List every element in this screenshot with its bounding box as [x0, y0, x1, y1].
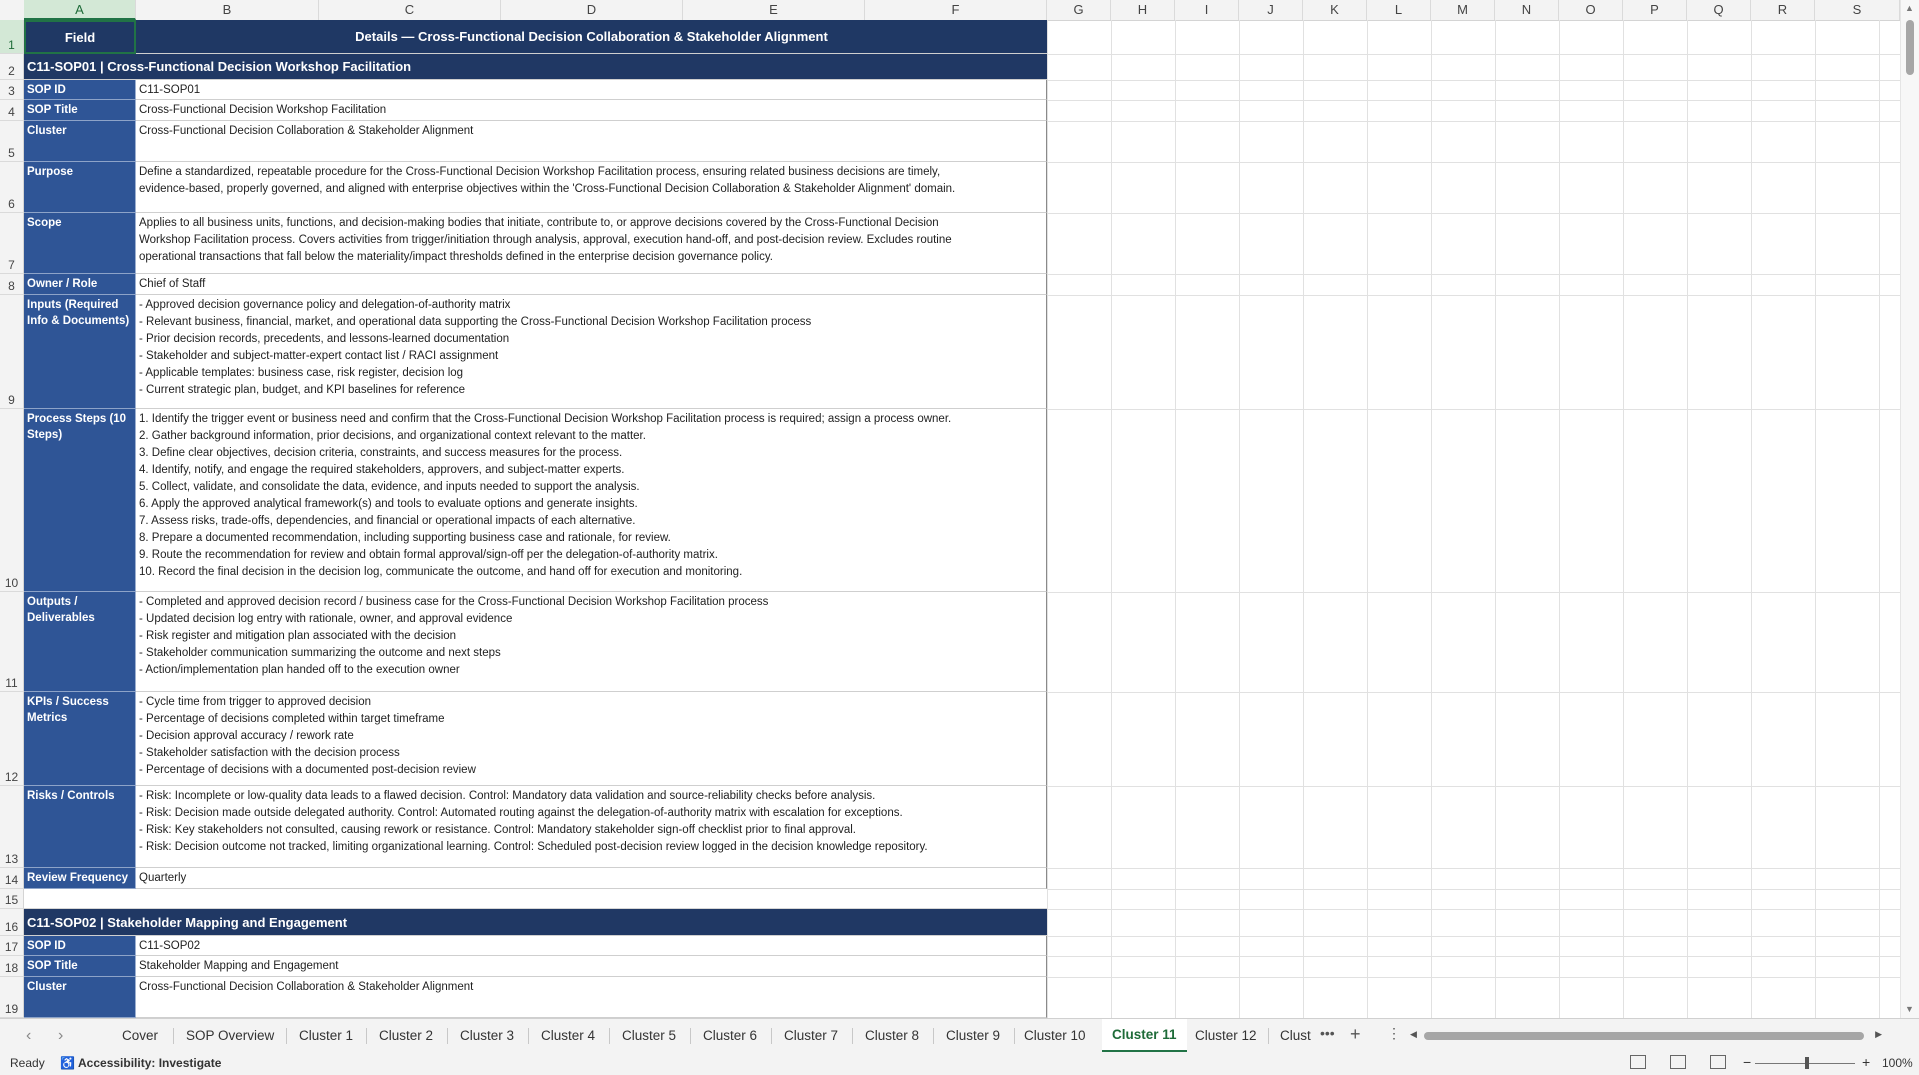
sheet-tab-cluster-3[interactable]: Cluster 3: [460, 1028, 515, 1043]
row-number[interactable]: 10: [0, 409, 24, 592]
column-header-k[interactable]: K: [1303, 0, 1367, 20]
row-number[interactable]: 8: [0, 274, 24, 295]
row-number[interactable]: 11: [0, 592, 24, 692]
sheet-tab-cluster-2[interactable]: Cluster 2: [379, 1028, 434, 1043]
label-sop-title[interactable]: SOP Title: [24, 956, 136, 977]
zoom-in-icon[interactable]: +: [1862, 1054, 1871, 1070]
row-number[interactable]: 9: [0, 295, 24, 409]
value-inputs[interactable]: - Approved decision governance policy and delegation-of-authority matrix - Relevant business, financial, market, and operational data supporting the Cross-Functional Decision Workshop Facilitation process - Prior decision records, precedents, and lessons-learned documentation - Stakeholder and subject-matter-expert contact list / RACI assignment - Applicable templates: business case, risk register, decision log - Current strategic plan, budget, and KPI baselines for reference: [136, 295, 1047, 409]
value-risks-controls[interactable]: - Risk: Incomplete or low-quality data leads to a flawed decision. Control: Mandatory data validation and source-reliability checks before analysis. - Risk: Decision made outside delegated authority. Control: Automated routing against the delegation-of-authority matrix with escalation for exceptions. - Risk: Key stakeholders not consulted, causing rework or resistance. Control: Mandatory stakeholder sign-off checklist prior to final approval. - Risk: Decision outcome not tracked, limiting organizational learning. Control: Scheduled post-decision review logged in the decision knowledge repository.: [136, 786, 1047, 868]
row-number[interactable]: 5: [0, 121, 24, 162]
column-header-b[interactable]: B: [136, 0, 319, 20]
column-header-m[interactable]: M: [1431, 0, 1495, 20]
label-inputs[interactable]: Inputs (Required Info & Documents): [24, 295, 136, 409]
label-sop-id[interactable]: SOP ID: [24, 936, 136, 956]
status-ready: Ready: [10, 1056, 45, 1070]
row-number[interactable]: 4: [0, 100, 24, 121]
chevron-right-icon[interactable]: ›: [58, 1027, 64, 1044]
row-number[interactable]: 2: [0, 54, 24, 80]
cell-a1-field-header[interactable]: Field: [24, 20, 136, 54]
accessibility-icon[interactable]: ♿: [60, 1056, 75, 1070]
zoom-out-icon[interactable]: −: [1743, 1054, 1752, 1070]
blank-row[interactable]: [24, 889, 1047, 909]
column-header-j[interactable]: J: [1239, 0, 1303, 20]
vertical-scroll-thumb[interactable]: [1906, 20, 1914, 75]
sheet-tab-cluster-12[interactable]: Cluster 12: [1195, 1028, 1257, 1043]
scroll-down-arrow-icon[interactable]: ▼: [1905, 1004, 1914, 1014]
value-owner-role[interactable]: Chief of Staff: [136, 274, 1047, 295]
sheet-tab-bar: [0, 1018, 1919, 1053]
sheet-tab-cluster-11[interactable]: Cluster 11: [1102, 1019, 1187, 1053]
value-sop-title[interactable]: Cross-Functional Decision Workshop Facilitation: [136, 100, 1047, 121]
scroll-left-arrow-icon[interactable]: ◀: [1410, 1029, 1417, 1039]
label-sop-title[interactable]: SOP Title: [24, 100, 136, 121]
label-owner-role[interactable]: Owner / Role: [24, 274, 136, 295]
row-number[interactable]: 19: [0, 977, 24, 1018]
row-number[interactable]: 12: [0, 692, 24, 786]
zoom-level[interactable]: 100%: [1882, 1056, 1913, 1070]
page-break-preview-icon[interactable]: [1710, 1055, 1726, 1069]
chevron-left-icon[interactable]: ‹: [26, 1027, 32, 1044]
vertical-scrollbar[interactable]: [1900, 0, 1919, 1018]
sheet-tab-cluster-8[interactable]: Cluster 8: [865, 1028, 920, 1043]
section-title-sop02[interactable]: C11-SOP02 | Stakeholder Mapping and Engagement: [24, 909, 1047, 936]
column-header-c[interactable]: C: [319, 0, 501, 20]
value-purpose[interactable]: Define a standardized, repeatable procedure for the Cross-Functional Decision Workshop Facilitation process, ensuring related business decisions are timely, evidence-based, properly governed, and aligned with enterprise objectives within the 'Cross-Functional Decision Collaboration & Stakeholder Alignment' domain.: [136, 162, 1047, 213]
zoom-slider-knob[interactable]: [1805, 1057, 1809, 1069]
page-layout-view-icon[interactable]: [1670, 1055, 1686, 1069]
column-header-i[interactable]: I: [1175, 0, 1239, 20]
column-header-l[interactable]: L: [1367, 0, 1431, 20]
accessibility-status[interactable]: Accessibility: Investigate: [78, 1056, 222, 1070]
sheet-tab-sop-overview[interactable]: SOP Overview: [186, 1028, 275, 1043]
row-number[interactable]: 7: [0, 213, 24, 274]
value-outputs[interactable]: - Completed and approved decision record / business case for the Cross-Functional Decision Workshop Facilitation process - Updated decision log entry with rationale, owner, and approval evidence - Risk register and mitigation plan associated with the decision - Stakeholder communication summarizing the outcome and next steps - Action/implementation plan handed off to the execution owner: [136, 592, 1047, 692]
sheet-tab-cluster-4[interactable]: Cluster 4: [541, 1028, 596, 1043]
sheet-tab-clust-truncated[interactable]: Clust: [1280, 1028, 1311, 1043]
label-kpis[interactable]: KPIs / Success Metrics: [24, 692, 136, 786]
row-number[interactable]: 17: [0, 936, 24, 956]
sheet-tab-cluster-1[interactable]: Cluster 1: [299, 1028, 354, 1043]
horizontal-scrollbar[interactable]: [1410, 1029, 1882, 1043]
label-process-steps[interactable]: Process Steps (10 Steps): [24, 409, 136, 592]
column-header-o[interactable]: O: [1559, 0, 1623, 20]
label-purpose[interactable]: Purpose: [24, 162, 136, 213]
column-header-e[interactable]: E: [683, 0, 865, 20]
row-number[interactable]: 14: [0, 868, 24, 889]
row-number[interactable]: 13: [0, 786, 24, 868]
sheet-tab-cluster-7[interactable]: Cluster 7: [784, 1028, 839, 1043]
label-review-frequency[interactable]: Review Frequency: [24, 868, 136, 889]
row-number[interactable]: 15: [0, 889, 24, 909]
column-header-h[interactable]: H: [1111, 0, 1175, 20]
value-cluster[interactable]: Cross-Functional Decision Collaboration & Stakeholder Alignment: [136, 121, 1047, 162]
value-sop-id[interactable]: C11-SOP02: [136, 936, 1047, 956]
scroll-right-arrow-icon[interactable]: ▶: [1875, 1029, 1882, 1039]
label-cluster[interactable]: Cluster: [24, 121, 136, 162]
vertical-dots-icon[interactable]: ⋮: [1387, 1025, 1401, 1041]
scroll-up-arrow-icon[interactable]: ▲: [1905, 3, 1914, 13]
sheet-tab-cluster-10[interactable]: Cluster 10: [1024, 1028, 1086, 1043]
value-review-frequency[interactable]: Quarterly: [136, 868, 1047, 889]
value-scope[interactable]: Applies to all business units, functions, and decision-making bodies that initiate, contribute to, or approve decisions covered by the Cross-Functional Decision Workshop Facilitation process. Covers activities from trigger/initiation through analysis, approval, execution hand-off, and post-decision review. Excludes routine operational transactions that fall below the materiality/impact thresholds defined in the enterprise decision governance policy.: [136, 213, 1047, 274]
sheet-tab-cluster-6[interactable]: Cluster 6: [703, 1028, 758, 1043]
horizontal-scroll-thumb[interactable]: [1424, 1032, 1864, 1040]
row-number[interactable]: 6: [0, 162, 24, 213]
value-sop-title[interactable]: Stakeholder Mapping and Engagement: [136, 956, 1047, 977]
label-sop-id[interactable]: SOP ID: [24, 80, 136, 100]
label-outputs[interactable]: Outputs / Deliverables: [24, 592, 136, 692]
cell-b1-details-header[interactable]: Details — Cross-Functional Decision Collaboration & Stakeholder Alignment: [136, 20, 1047, 54]
label-scope[interactable]: Scope: [24, 213, 136, 274]
normal-view-icon[interactable]: [1630, 1055, 1646, 1069]
sheet-tab-cover[interactable]: Cover: [122, 1028, 159, 1043]
value-cluster[interactable]: Cross-Functional Decision Collaboration & Stakeholder Alignment: [136, 977, 1047, 1018]
row-number[interactable]: 16: [0, 909, 24, 936]
row-number[interactable]: 1: [0, 20, 24, 54]
more-tabs-icon[interactable]: •••: [1320, 1025, 1335, 1041]
sheet-tab-cluster-5[interactable]: Cluster 5: [622, 1028, 677, 1043]
column-header-a[interactable]: A: [24, 0, 136, 20]
column-header-r[interactable]: R: [1751, 0, 1815, 20]
value-process-steps[interactable]: 1. Identify the trigger event or business need and confirm that the Cross-Functional Decision Workshop Facilitation process is required; assign a process owner. 2. Gather background information, prior decisions, and organizational context relevant to the matter. 3. Define clear objectives, decision criteria, constraints, and success measures for the process. 4. Identify, notify, and engage the required stakeholders, approvers, and subject-matter experts. 5. Collect, validate, and consolidate the data, evidence, and inputs needed to support the analysis. 6. Apply the approved analytical framework(s) and tools to evaluate options and generate insights. 7. Assess risks, trade-offs, dependencies, and financial or operational impacts of each alternative. 8. Prepare a documented recommendation, including supporting business case and rationale, for review. 9. Route the recommendation for review and obtain formal approval/sign-off per the delegation-of-authority matrix. 10. Record the final decision in the decision log, communicate the outcome, and hand off for execution and monitoring.: [136, 409, 1047, 592]
add-sheet-icon[interactable]: +: [1350, 1024, 1361, 1044]
column-header-n[interactable]: N: [1495, 0, 1559, 20]
value-sop-id[interactable]: C11-SOP01: [136, 80, 1047, 100]
label-risks-controls[interactable]: Risks / Controls: [24, 786, 136, 868]
status-bar: [0, 1052, 1919, 1075]
column-header-f[interactable]: F: [865, 0, 1047, 20]
row-number[interactable]: 3: [0, 80, 24, 100]
column-header-d[interactable]: D: [501, 0, 683, 20]
column-header-p[interactable]: P: [1623, 0, 1687, 20]
label-cluster[interactable]: Cluster: [24, 977, 136, 1018]
column-header-q[interactable]: Q: [1687, 0, 1751, 20]
row-number[interactable]: 18: [0, 956, 24, 977]
section-title-sop01[interactable]: C11-SOP01 | Cross-Functional Decision Workshop Facilitation: [24, 54, 1047, 80]
column-headers: [0, 0, 1900, 21]
value-kpis[interactable]: - Cycle time from trigger to approved decision - Percentage of decisions completed within target timeframe - Decision approval accuracy / rework rate - Stakeholder satisfaction with the decision process - Percentage of decisions with a documented post-decision review: [136, 692, 1047, 786]
column-header-g[interactable]: G: [1047, 0, 1111, 20]
sheet-tab-cluster-9[interactable]: Cluster 9: [946, 1028, 1001, 1043]
column-header-s[interactable]: S: [1815, 0, 1900, 20]
